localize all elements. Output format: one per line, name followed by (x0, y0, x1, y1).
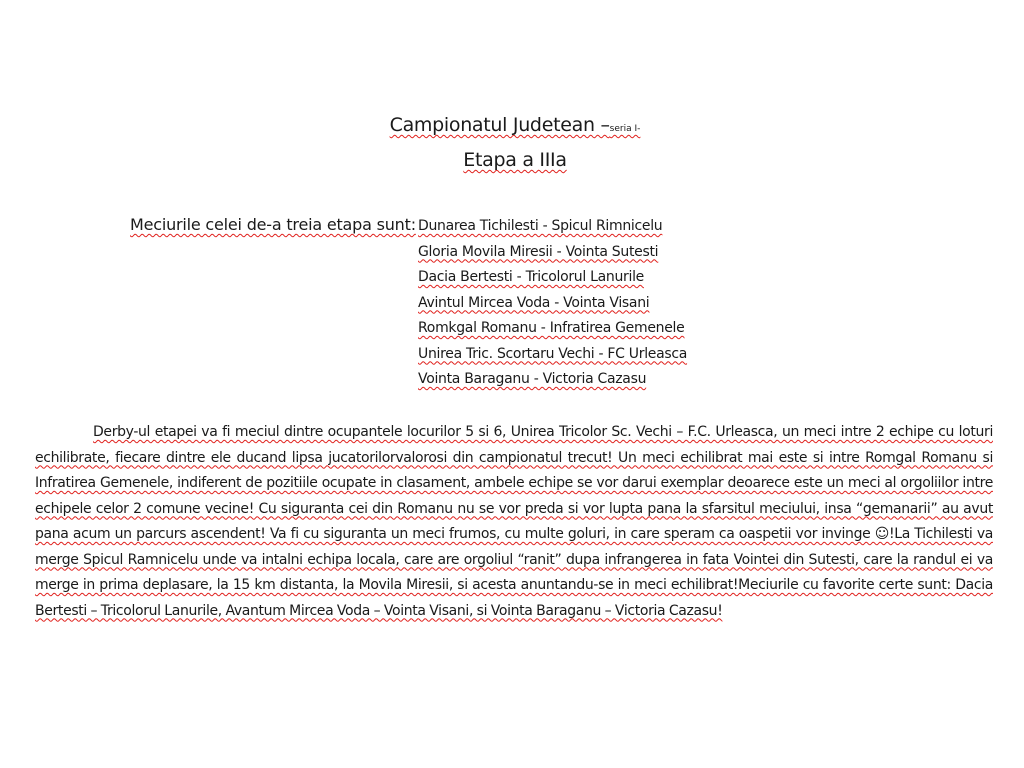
matches-intro-label: Meciurile celei de-a treia etapa sunt: (130, 215, 416, 234)
match-text: Avintul Mircea Voda - Vointa Visani (418, 294, 650, 311)
list-item (418, 240, 687, 266)
document-title (3, 114, 1024, 136)
list-item (418, 342, 687, 368)
list-item (418, 367, 687, 393)
match-text: Unirea Tric. Scortaru Vechi - FC Urleasca (418, 345, 688, 362)
list-item (418, 265, 687, 291)
list-item (418, 291, 687, 317)
match-text: Vointa Baraganu - Victoria Cazasu (418, 371, 647, 387)
title-series-suffix: seria I- (609, 124, 641, 134)
title-text: Campionatul Judetean – (389, 114, 610, 136)
list-item (418, 316, 687, 342)
body-paragraph (35, 420, 993, 624)
match-text: Romkgal Romanu - Infratirea Gemenele (418, 320, 685, 336)
match-text: Dacia Bertesti - Tricolorul Lanurile (418, 269, 644, 285)
document-subtitle (3, 149, 1024, 171)
match-text: Gloria Movila Miresii - Vointa Sutesti (418, 243, 659, 260)
matches-intro (130, 215, 416, 234)
match-text: Dunarea Tichilesti - Spicul Rimnicelu (418, 218, 663, 234)
match-list (418, 214, 687, 393)
subtitle-text: Etapa a IIIa (463, 149, 567, 171)
body-paragraph-text: Derby-ul etapei va fi meciul dintre ocupantele locurilor 5 si 6, Unirea Tricolor Sc. Vechi – F.C. Urleasca, un meci intre 2 echipe cu loturi echilibrate, fiecare dintre ele ducand lipsa jucatorilorvalorosi din campionatul trecut! Un meci echilibrat mai este si intre Romgal Romanu si Infratirea Gemenele, indiferent de pozitiile ocupate in clasament, ambele echipe se vor darui exemplar deoarece este un meci al orgoliilor intre echipele celor 2 comune vecine! Cu siguranta cei din Romanu nu se vor preda si vor lupta pana la sfarsitul meciului, insa “gemanarii” au avut pana acum un parcurs ascendent! Va fi cu siguranta un meci frumos, cu multe goluri, in care speram ca oaspetii vor invinge ☺!La Tichilesti va merge Spicul Ramnicelu unde va intalni echipa locala, care are orgoliul “ranit” dupa infrangerea in fata Vointei din Sutesti, care la randul ei va merge in prima deplasare, la 15 km distanta, la Movila Miresii, si acesta anuntandu-se in meci echilibrat!Meciurile cu favorite certe sunt: Dacia Bertesti – Tricolorul Lanurile, Avantum Mircea Voda – Vointa Visani, si Vointa Baraganu – Victoria Cazasu! (35, 424, 993, 619)
list-item (418, 214, 687, 240)
